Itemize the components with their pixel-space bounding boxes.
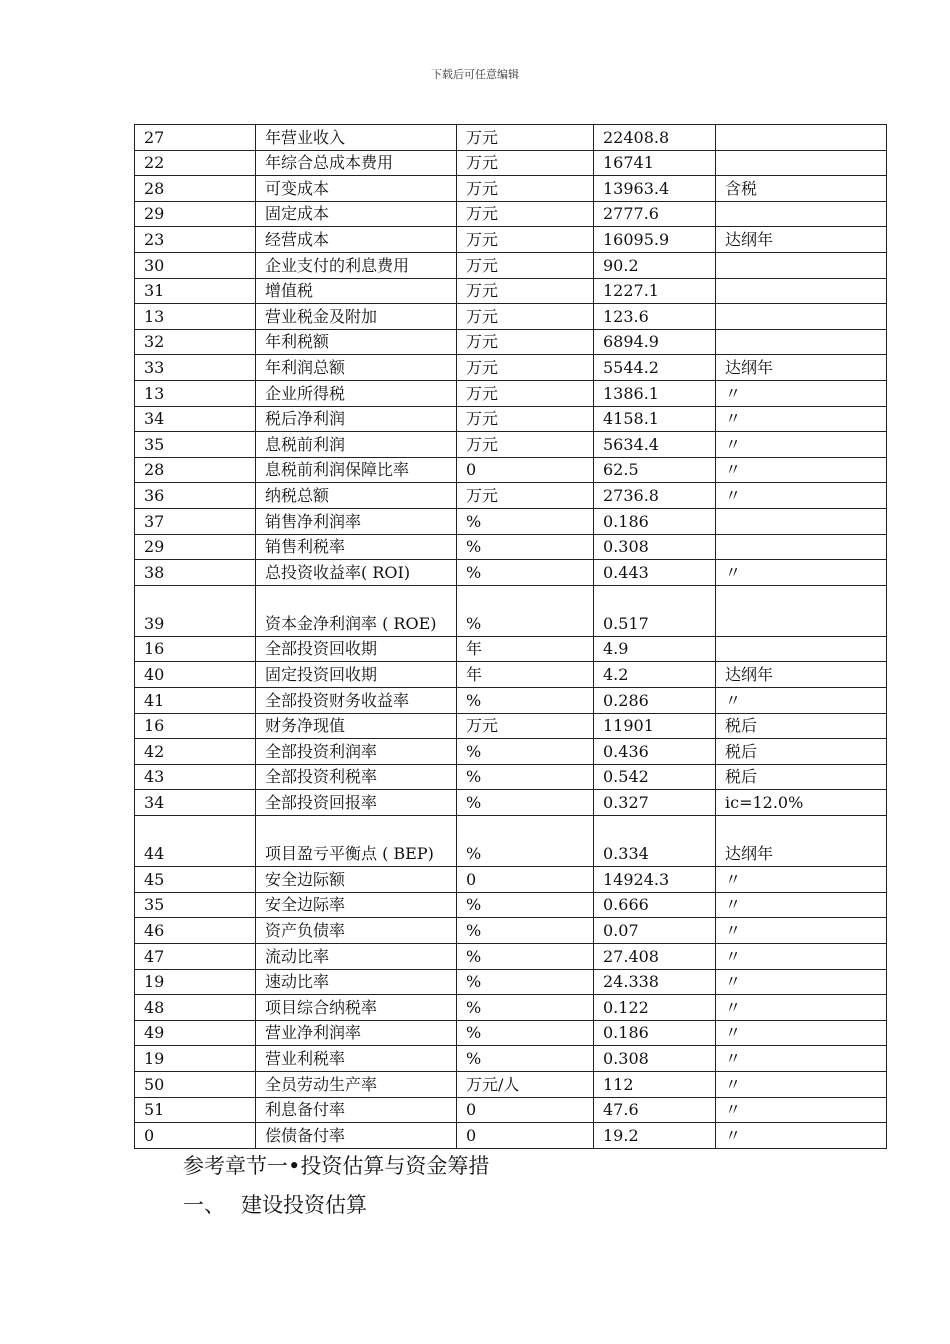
table-row xyxy=(135,790,887,816)
cell-indicator-name: 纳税总额 xyxy=(256,483,457,509)
table-row xyxy=(135,585,887,636)
cell-row-number: 29 xyxy=(135,201,256,227)
cell-unit: 年 xyxy=(457,662,594,688)
cell-remark: 〃 xyxy=(716,969,887,995)
cell-indicator-name: 销售利税率 xyxy=(256,534,457,560)
table-row xyxy=(135,380,887,406)
cell-remark: 〃 xyxy=(716,1071,887,1097)
cell-indicator-name: 流动比率 xyxy=(256,944,457,970)
cell-indicator-name: 项目盈亏平衡点 ( BEP) xyxy=(256,816,457,867)
cell-unit: % xyxy=(457,560,594,586)
cell-remark: 〃 xyxy=(716,432,887,458)
cell-remark: 〃 xyxy=(716,918,887,944)
cell-remark: 达纲年 xyxy=(716,227,887,253)
subsection-number: 一、 xyxy=(183,1193,225,1217)
cell-row-number: 33 xyxy=(135,355,256,381)
cell-indicator-name: 全部投资回收期 xyxy=(256,636,457,662)
cell-indicator-name: 经营成本 xyxy=(256,227,457,253)
cell-unit: 万元 xyxy=(457,125,594,151)
cell-indicator-name: 全部投资回报率 xyxy=(256,790,457,816)
cell-value: 16095.9 xyxy=(594,227,716,253)
table-row xyxy=(135,969,887,995)
cell-remark xyxy=(716,201,887,227)
cell-remark: 〃 xyxy=(716,1123,887,1149)
cell-unit: % xyxy=(457,816,594,867)
cell-indicator-name: 资产负债率 xyxy=(256,918,457,944)
cell-value: 0.122 xyxy=(594,995,716,1021)
table-row xyxy=(135,201,887,227)
cell-value: 1227.1 xyxy=(594,278,716,304)
page-header: 下载后可任意编辑 xyxy=(431,68,519,81)
cell-unit: 0 xyxy=(457,1097,594,1123)
cell-remark: 税后 xyxy=(716,739,887,765)
cell-unit: 万元 xyxy=(457,406,594,432)
table-row xyxy=(135,457,887,483)
cell-row-number: 28 xyxy=(135,176,256,202)
cell-unit: 万元 xyxy=(457,201,594,227)
cell-value: 4.2 xyxy=(594,662,716,688)
cell-remark: 〃 xyxy=(716,406,887,432)
cell-row-number: 13 xyxy=(135,304,256,330)
cell-unit: % xyxy=(457,995,594,1021)
cell-value: 0.517 xyxy=(594,585,716,636)
cell-indicator-name: 项目综合纳税率 xyxy=(256,995,457,1021)
cell-indicator-name: 固定成本 xyxy=(256,201,457,227)
table-row xyxy=(135,252,887,278)
cell-row-number: 46 xyxy=(135,918,256,944)
cell-unit: 万元 xyxy=(457,252,594,278)
cell-remark xyxy=(716,329,887,355)
cell-remark: 〃 xyxy=(716,1020,887,1046)
cell-row-number: 19 xyxy=(135,1046,256,1072)
cell-unit: % xyxy=(457,764,594,790)
table-row xyxy=(135,227,887,253)
cell-value: 2777.6 xyxy=(594,201,716,227)
table-row xyxy=(135,662,887,688)
table-row xyxy=(135,508,887,534)
cell-unit: % xyxy=(457,892,594,918)
cell-unit: % xyxy=(457,688,594,714)
table-row xyxy=(135,432,887,458)
table-row xyxy=(135,406,887,432)
table-row xyxy=(135,1071,887,1097)
cell-remark xyxy=(716,636,887,662)
cell-row-number: 48 xyxy=(135,995,256,1021)
cell-unit: 万元 xyxy=(457,150,594,176)
cell-row-number: 19 xyxy=(135,969,256,995)
cell-indicator-name: 全员劳动生产率 xyxy=(256,1071,457,1097)
cell-row-number: 0 xyxy=(135,1123,256,1149)
cell-remark: 税后 xyxy=(716,713,887,739)
subsection-heading xyxy=(183,1189,367,1219)
cell-value: 47.6 xyxy=(594,1097,716,1123)
cell-remark xyxy=(716,252,887,278)
cell-row-number: 34 xyxy=(135,406,256,432)
cell-remark: 达纲年 xyxy=(716,355,887,381)
cell-indicator-name: 利息备付率 xyxy=(256,1097,457,1123)
cell-indicator-name: 安全边际率 xyxy=(256,892,457,918)
cell-row-number: 35 xyxy=(135,892,256,918)
cell-unit: 万元 xyxy=(457,483,594,509)
cell-indicator-name: 销售净利润率 xyxy=(256,508,457,534)
cell-row-number: 51 xyxy=(135,1097,256,1123)
cell-unit: 年 xyxy=(457,636,594,662)
table-row xyxy=(135,176,887,202)
cell-unit: % xyxy=(457,739,594,765)
cell-indicator-name: 固定投资回收期 xyxy=(256,662,457,688)
cell-row-number: 47 xyxy=(135,944,256,970)
table-row xyxy=(135,1046,887,1072)
cell-value: 62.5 xyxy=(594,457,716,483)
table-row xyxy=(135,560,887,586)
table-row xyxy=(135,764,887,790)
cell-indicator-name: 速动比率 xyxy=(256,969,457,995)
cell-unit: 0 xyxy=(457,867,594,893)
cell-row-number: 41 xyxy=(135,688,256,714)
table-row xyxy=(135,867,887,893)
table-row xyxy=(135,125,887,151)
cell-unit: 万元 xyxy=(457,713,594,739)
cell-indicator-name: 财务净现值 xyxy=(256,713,457,739)
table-row xyxy=(135,688,887,714)
cell-value: 0.327 xyxy=(594,790,716,816)
cell-value: 1386.1 xyxy=(594,380,716,406)
cell-indicator-name: 年综合总成本费用 xyxy=(256,150,457,176)
cell-row-number: 36 xyxy=(135,483,256,509)
cell-unit: % xyxy=(457,1046,594,1072)
table-row xyxy=(135,713,887,739)
cell-row-number: 22 xyxy=(135,150,256,176)
cell-remark xyxy=(716,534,887,560)
cell-row-number: 35 xyxy=(135,432,256,458)
cell-value: 0.186 xyxy=(594,508,716,534)
cell-remark: 〃 xyxy=(716,1046,887,1072)
cell-row-number: 43 xyxy=(135,764,256,790)
cell-indicator-name: 营业利税率 xyxy=(256,1046,457,1072)
cell-unit: % xyxy=(457,508,594,534)
cell-unit: % xyxy=(457,969,594,995)
cell-unit: 0 xyxy=(457,457,594,483)
cell-remark: 〃 xyxy=(716,457,887,483)
table-row xyxy=(135,1123,887,1149)
cell-value: 13963.4 xyxy=(594,176,716,202)
cell-value: 0.186 xyxy=(594,1020,716,1046)
cell-remark: 达纲年 xyxy=(716,662,887,688)
table-row xyxy=(135,739,887,765)
cell-row-number: 34 xyxy=(135,790,256,816)
cell-row-number: 40 xyxy=(135,662,256,688)
cell-unit: 万元 xyxy=(457,432,594,458)
cell-value: 0.286 xyxy=(594,688,716,714)
cell-unit: 万元 xyxy=(457,176,594,202)
cell-indicator-name: 安全边际额 xyxy=(256,867,457,893)
cell-indicator-name: 息税前利润保障比率 xyxy=(256,457,457,483)
cell-row-number: 39 xyxy=(135,585,256,636)
cell-remark: 〃 xyxy=(716,380,887,406)
indicator-table xyxy=(134,124,887,1149)
cell-indicator-name: 全部投资财务收益率 xyxy=(256,688,457,714)
cell-remark: 税后 xyxy=(716,764,887,790)
cell-remark xyxy=(716,278,887,304)
cell-remark xyxy=(716,304,887,330)
cell-unit: % xyxy=(457,944,594,970)
cell-value: 0.542 xyxy=(594,764,716,790)
cell-value: 0.07 xyxy=(594,918,716,944)
cell-value: 6894.9 xyxy=(594,329,716,355)
cell-value: 90.2 xyxy=(594,252,716,278)
cell-unit: 万元 xyxy=(457,329,594,355)
cell-remark: 〃 xyxy=(716,1097,887,1123)
cell-row-number: 27 xyxy=(135,125,256,151)
cell-value: 19.2 xyxy=(594,1123,716,1149)
cell-value: 112 xyxy=(594,1071,716,1097)
cell-value: 0.308 xyxy=(594,534,716,560)
cell-unit: 0 xyxy=(457,1123,594,1149)
cell-indicator-name: 总投资收益率( ROI) xyxy=(256,560,457,586)
cell-indicator-name: 全部投资利税率 xyxy=(256,764,457,790)
cell-unit: 万元 xyxy=(457,304,594,330)
table-row xyxy=(135,329,887,355)
cell-row-number: 31 xyxy=(135,278,256,304)
cell-remark: 〃 xyxy=(716,483,887,509)
cell-value: 123.6 xyxy=(594,304,716,330)
cell-value: 4158.1 xyxy=(594,406,716,432)
cell-unit: 万元 xyxy=(457,380,594,406)
cell-indicator-name: 资本金净利润率 ( ROE) xyxy=(256,585,457,636)
cell-row-number: 37 xyxy=(135,508,256,534)
cell-remark: 〃 xyxy=(716,944,887,970)
cell-value: 2736.8 xyxy=(594,483,716,509)
cell-unit: % xyxy=(457,918,594,944)
cell-value: 27.408 xyxy=(594,944,716,970)
cell-value: 5634.4 xyxy=(594,432,716,458)
cell-value: 14924.3 xyxy=(594,867,716,893)
cell-row-number: 16 xyxy=(135,636,256,662)
cell-unit: 万元 xyxy=(457,278,594,304)
cell-remark xyxy=(716,150,887,176)
cell-remark: 〃 xyxy=(716,688,887,714)
cell-unit: 万元 xyxy=(457,355,594,381)
cell-remark xyxy=(716,508,887,534)
cell-unit: % xyxy=(457,585,594,636)
cell-indicator-name: 企业所得税 xyxy=(256,380,457,406)
cell-unit: % xyxy=(457,790,594,816)
cell-remark: 〃 xyxy=(716,867,887,893)
cell-indicator-name: 年利润总额 xyxy=(256,355,457,381)
table-row xyxy=(135,918,887,944)
cell-value: 22408.8 xyxy=(594,125,716,151)
cell-remark: 〃 xyxy=(716,560,887,586)
cell-indicator-name: 年利税额 xyxy=(256,329,457,355)
cell-indicator-name: 营业税金及附加 xyxy=(256,304,457,330)
cell-row-number: 42 xyxy=(135,739,256,765)
cell-unit: % xyxy=(457,534,594,560)
cell-indicator-name: 可变成本 xyxy=(256,176,457,202)
table-row xyxy=(135,944,887,970)
table-row xyxy=(135,150,887,176)
table-row xyxy=(135,534,887,560)
cell-value: 0.666 xyxy=(594,892,716,918)
table-row xyxy=(135,304,887,330)
cell-value: 4.9 xyxy=(594,636,716,662)
cell-value: 0.334 xyxy=(594,816,716,867)
table-row xyxy=(135,1097,887,1123)
cell-indicator-name: 企业支付的利息费用 xyxy=(256,252,457,278)
cell-indicator-name: 年营业收入 xyxy=(256,125,457,151)
table-row xyxy=(135,355,887,381)
cell-remark: ic=12.0% xyxy=(716,790,887,816)
cell-indicator-name: 税后净利润 xyxy=(256,406,457,432)
cell-row-number: 49 xyxy=(135,1020,256,1046)
table-row xyxy=(135,816,887,867)
table-row xyxy=(135,892,887,918)
cell-indicator-name: 全部投资利润率 xyxy=(256,739,457,765)
cell-value: 0.443 xyxy=(594,560,716,586)
cell-row-number: 38 xyxy=(135,560,256,586)
cell-row-number: 28 xyxy=(135,457,256,483)
cell-value: 5544.2 xyxy=(594,355,716,381)
cell-indicator-name: 增值税 xyxy=(256,278,457,304)
cell-row-number: 45 xyxy=(135,867,256,893)
cell-unit: 万元/人 xyxy=(457,1071,594,1097)
table-row xyxy=(135,636,887,662)
cell-value: 0.436 xyxy=(594,739,716,765)
cell-row-number: 16 xyxy=(135,713,256,739)
cell-unit: % xyxy=(457,1020,594,1046)
cell-value: 0.308 xyxy=(594,1046,716,1072)
cell-unit: 万元 xyxy=(457,227,594,253)
table-row xyxy=(135,483,887,509)
cell-value: 11901 xyxy=(594,713,716,739)
cell-indicator-name: 偿债备付率 xyxy=(256,1123,457,1149)
cell-remark: 〃 xyxy=(716,995,887,1021)
cell-value: 24.338 xyxy=(594,969,716,995)
cell-remark: 达纲年 xyxy=(716,816,887,867)
cell-value: 16741 xyxy=(594,150,716,176)
cell-indicator-name: 息税前利润 xyxy=(256,432,457,458)
cell-row-number: 44 xyxy=(135,816,256,867)
subsection-title: 建设投资估算 xyxy=(241,1193,367,1217)
cell-indicator-name: 营业净利润率 xyxy=(256,1020,457,1046)
table-row xyxy=(135,995,887,1021)
cell-row-number: 30 xyxy=(135,252,256,278)
cell-row-number: 32 xyxy=(135,329,256,355)
table-row xyxy=(135,1020,887,1046)
section-title: 参考章节一•投资估算与资金筹措 xyxy=(183,1154,490,1178)
cell-remark xyxy=(716,585,887,636)
cell-row-number: 13 xyxy=(135,380,256,406)
cell-remark: 含税 xyxy=(716,176,887,202)
cell-remark xyxy=(716,125,887,151)
cell-remark: 〃 xyxy=(716,892,887,918)
cell-row-number: 29 xyxy=(135,534,256,560)
cell-row-number: 50 xyxy=(135,1071,256,1097)
cell-row-number: 23 xyxy=(135,227,256,253)
table-row xyxy=(135,278,887,304)
